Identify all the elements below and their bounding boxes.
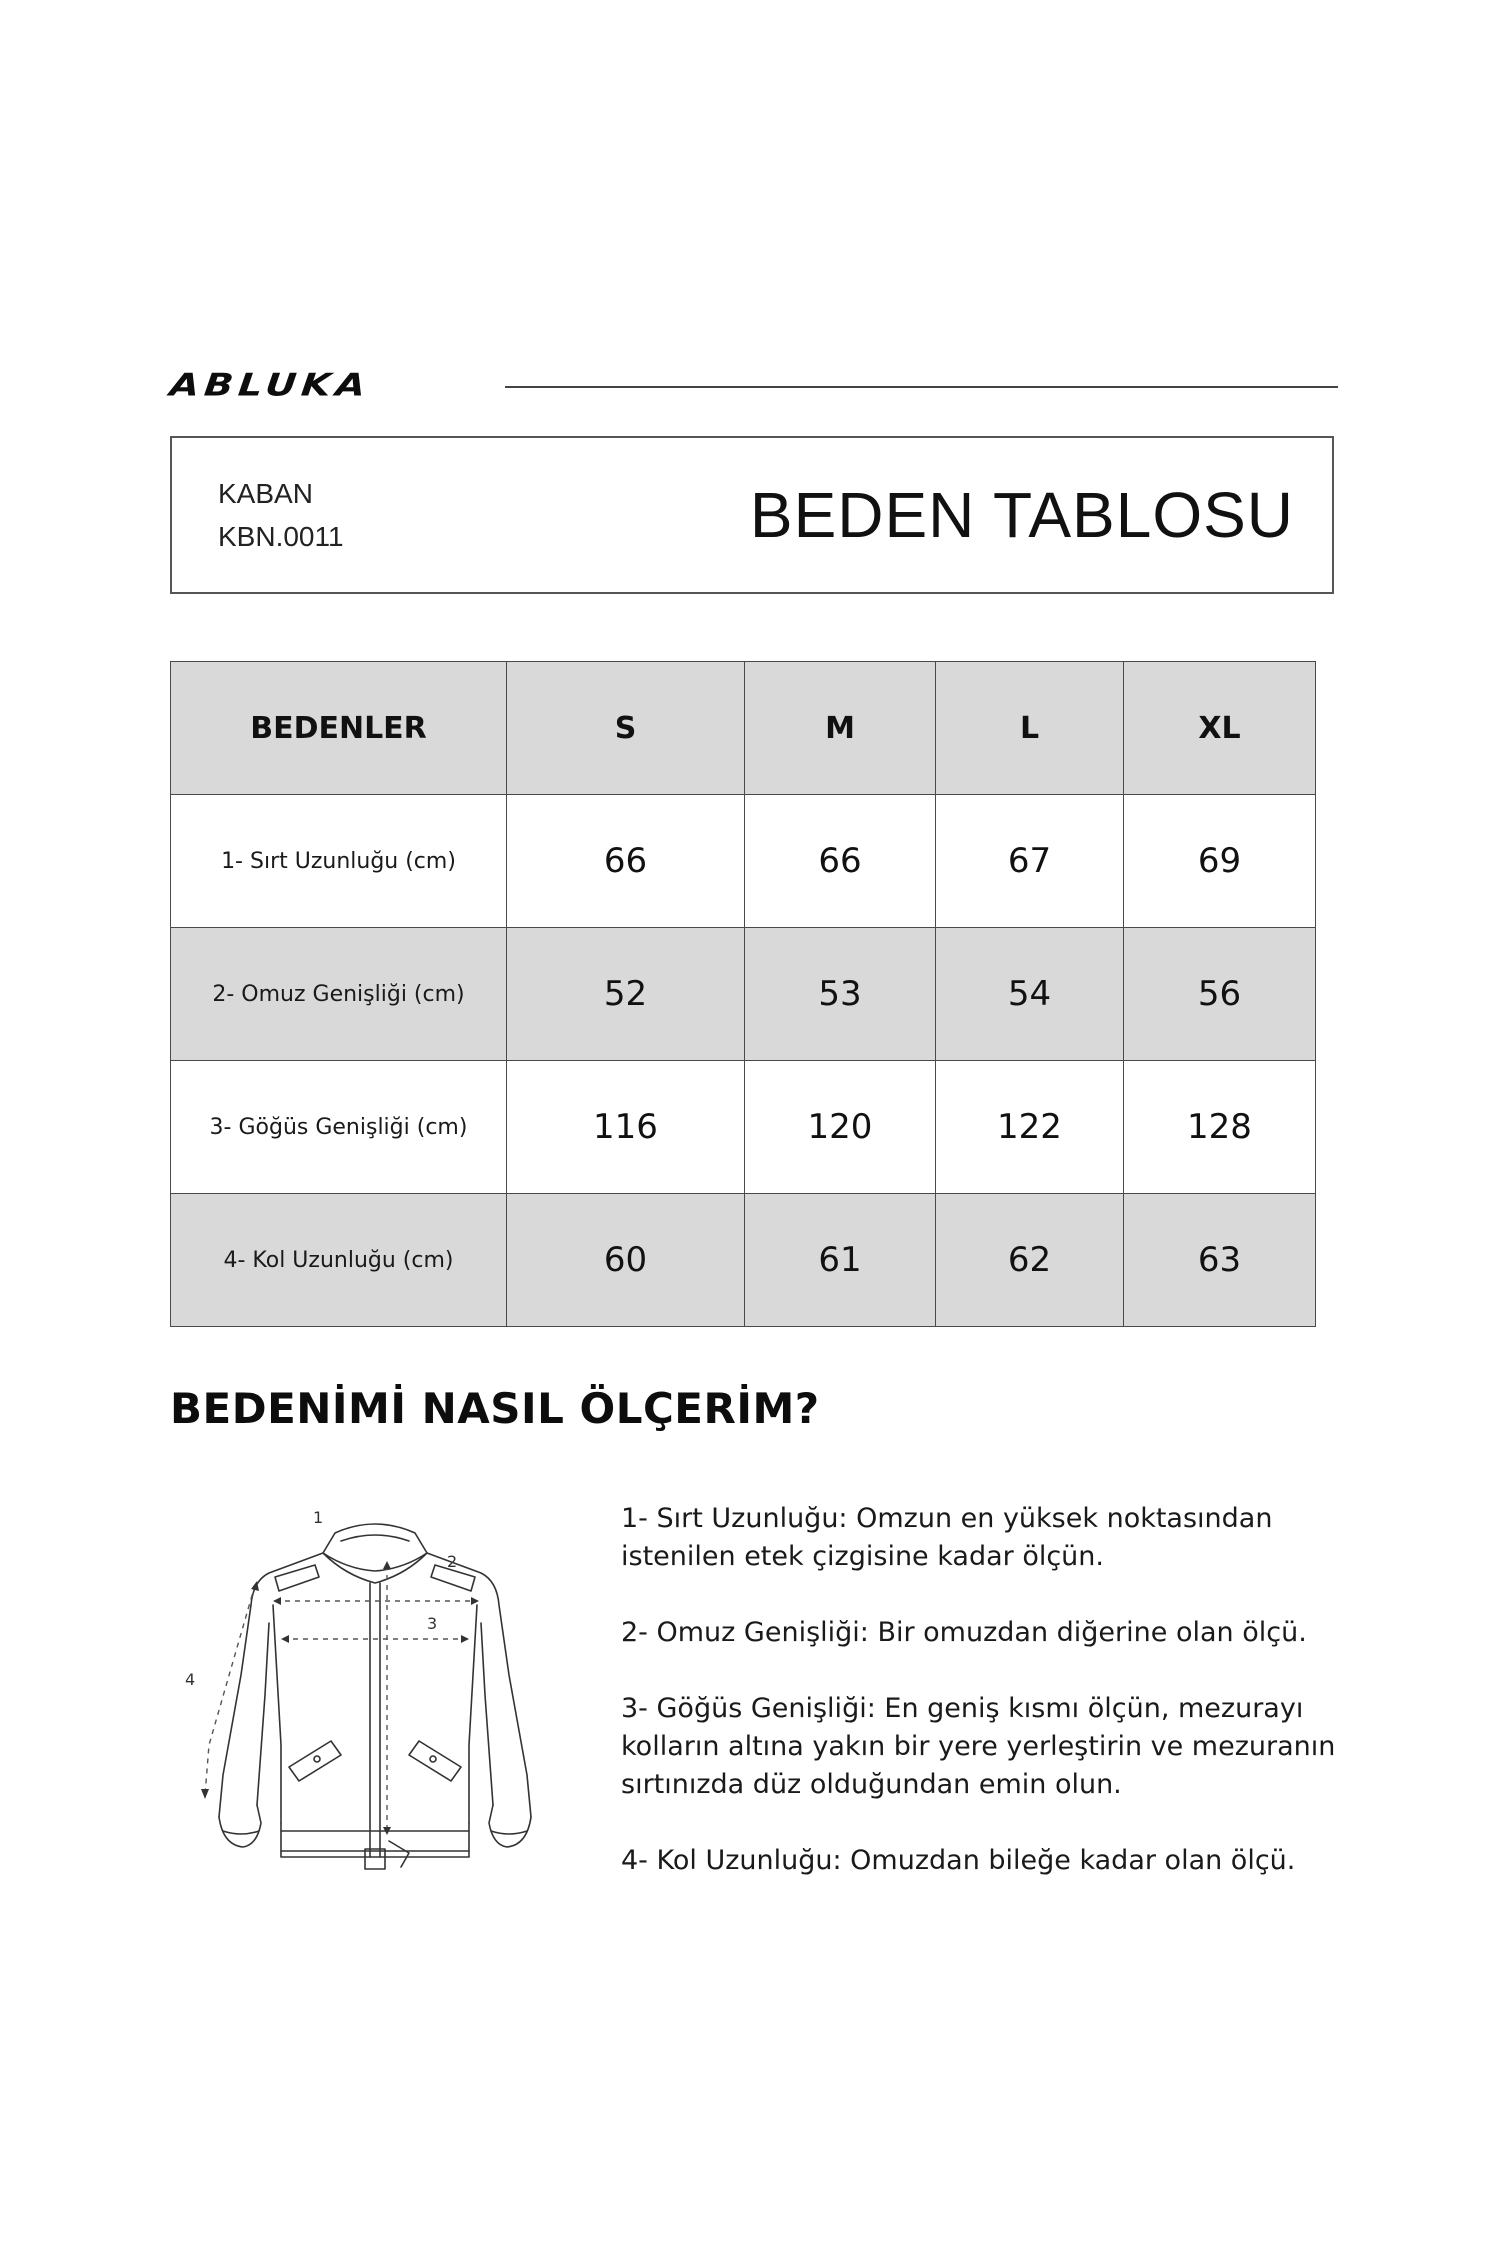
table-cell: 62 xyxy=(936,1194,1124,1327)
page-title: BEDEN TABLOSU xyxy=(749,479,1294,551)
table-cell: 67 xyxy=(936,795,1124,928)
table-cell: 56 xyxy=(1124,928,1316,1061)
product-type: KABAN xyxy=(218,478,313,509)
table-row xyxy=(171,928,1316,1061)
diagram-label: 4 xyxy=(185,1670,196,1689)
table-row xyxy=(171,1194,1316,1327)
measure-heading: BEDENİMİ NASIL ÖLÇERİM? xyxy=(170,1384,820,1433)
column-header: M xyxy=(745,662,936,795)
measurement-instructions xyxy=(621,1500,1341,1918)
instruction-sleeve-length: 4- Kol Uzunluğu: Omuzdan bileğe kadar olan ölçü. xyxy=(621,1845,1296,1876)
diagram-label: 1 xyxy=(313,1508,324,1527)
instruction-back-length: 1- Sırt Uzunluğu: Omzun en yüksek noktasından istenilen etek çizgisine kadar ölçün. xyxy=(621,1503,1273,1572)
jacket-diagram-icon xyxy=(165,1505,585,1883)
diagram-label: 3 xyxy=(427,1614,438,1633)
instruction-shoulder-width: 2- Omuz Genişliği: Bir omuzdan diğerine olan ölçü. xyxy=(621,1617,1307,1648)
table-cell: 52 xyxy=(507,928,745,1061)
table-cell: 128 xyxy=(1124,1061,1316,1194)
size-chart-table xyxy=(170,661,1316,1327)
brand-logo: ABLUKA xyxy=(168,366,373,404)
title-box xyxy=(170,436,1334,594)
table-cell: 116 xyxy=(507,1061,745,1194)
table-cell: 120 xyxy=(745,1061,936,1194)
row-label: 2- Omuz Genişliği (cm) xyxy=(171,928,507,1061)
column-header: BEDENLER xyxy=(171,662,507,795)
table-cell: 63 xyxy=(1124,1194,1316,1327)
row-label: 3- Göğüs Genişliği (cm) xyxy=(171,1061,507,1194)
table-cell: 66 xyxy=(507,795,745,928)
instruction-chest-width: 3- Göğüs Genişliği: En geniş kısmı ölçün, mezurayı kolların altına yakın bir yere yerleştirin ve mezuranın sırtınızda düz olduğundan emin olun. xyxy=(621,1693,1336,1800)
table-row xyxy=(171,1061,1316,1194)
table-header-row xyxy=(171,662,1316,795)
table-cell: 122 xyxy=(936,1061,1124,1194)
header-divider xyxy=(505,386,1338,388)
column-header: S xyxy=(507,662,745,795)
table-cell: 60 xyxy=(507,1194,745,1327)
table-row xyxy=(171,795,1316,928)
table-cell: 69 xyxy=(1124,795,1316,928)
table-cell: 61 xyxy=(745,1194,936,1327)
row-label: 4- Kol Uzunluğu (cm) xyxy=(171,1194,507,1327)
column-header: XL xyxy=(1124,662,1316,795)
table-cell: 53 xyxy=(745,928,936,1061)
column-header: L xyxy=(936,662,1124,795)
row-label: 1- Sırt Uzunluğu (cm) xyxy=(171,795,507,928)
product-code: KBN.0011 xyxy=(218,521,344,552)
table-cell: 66 xyxy=(745,795,936,928)
table-cell: 54 xyxy=(936,928,1124,1061)
diagram-label: 2 xyxy=(447,1552,458,1571)
